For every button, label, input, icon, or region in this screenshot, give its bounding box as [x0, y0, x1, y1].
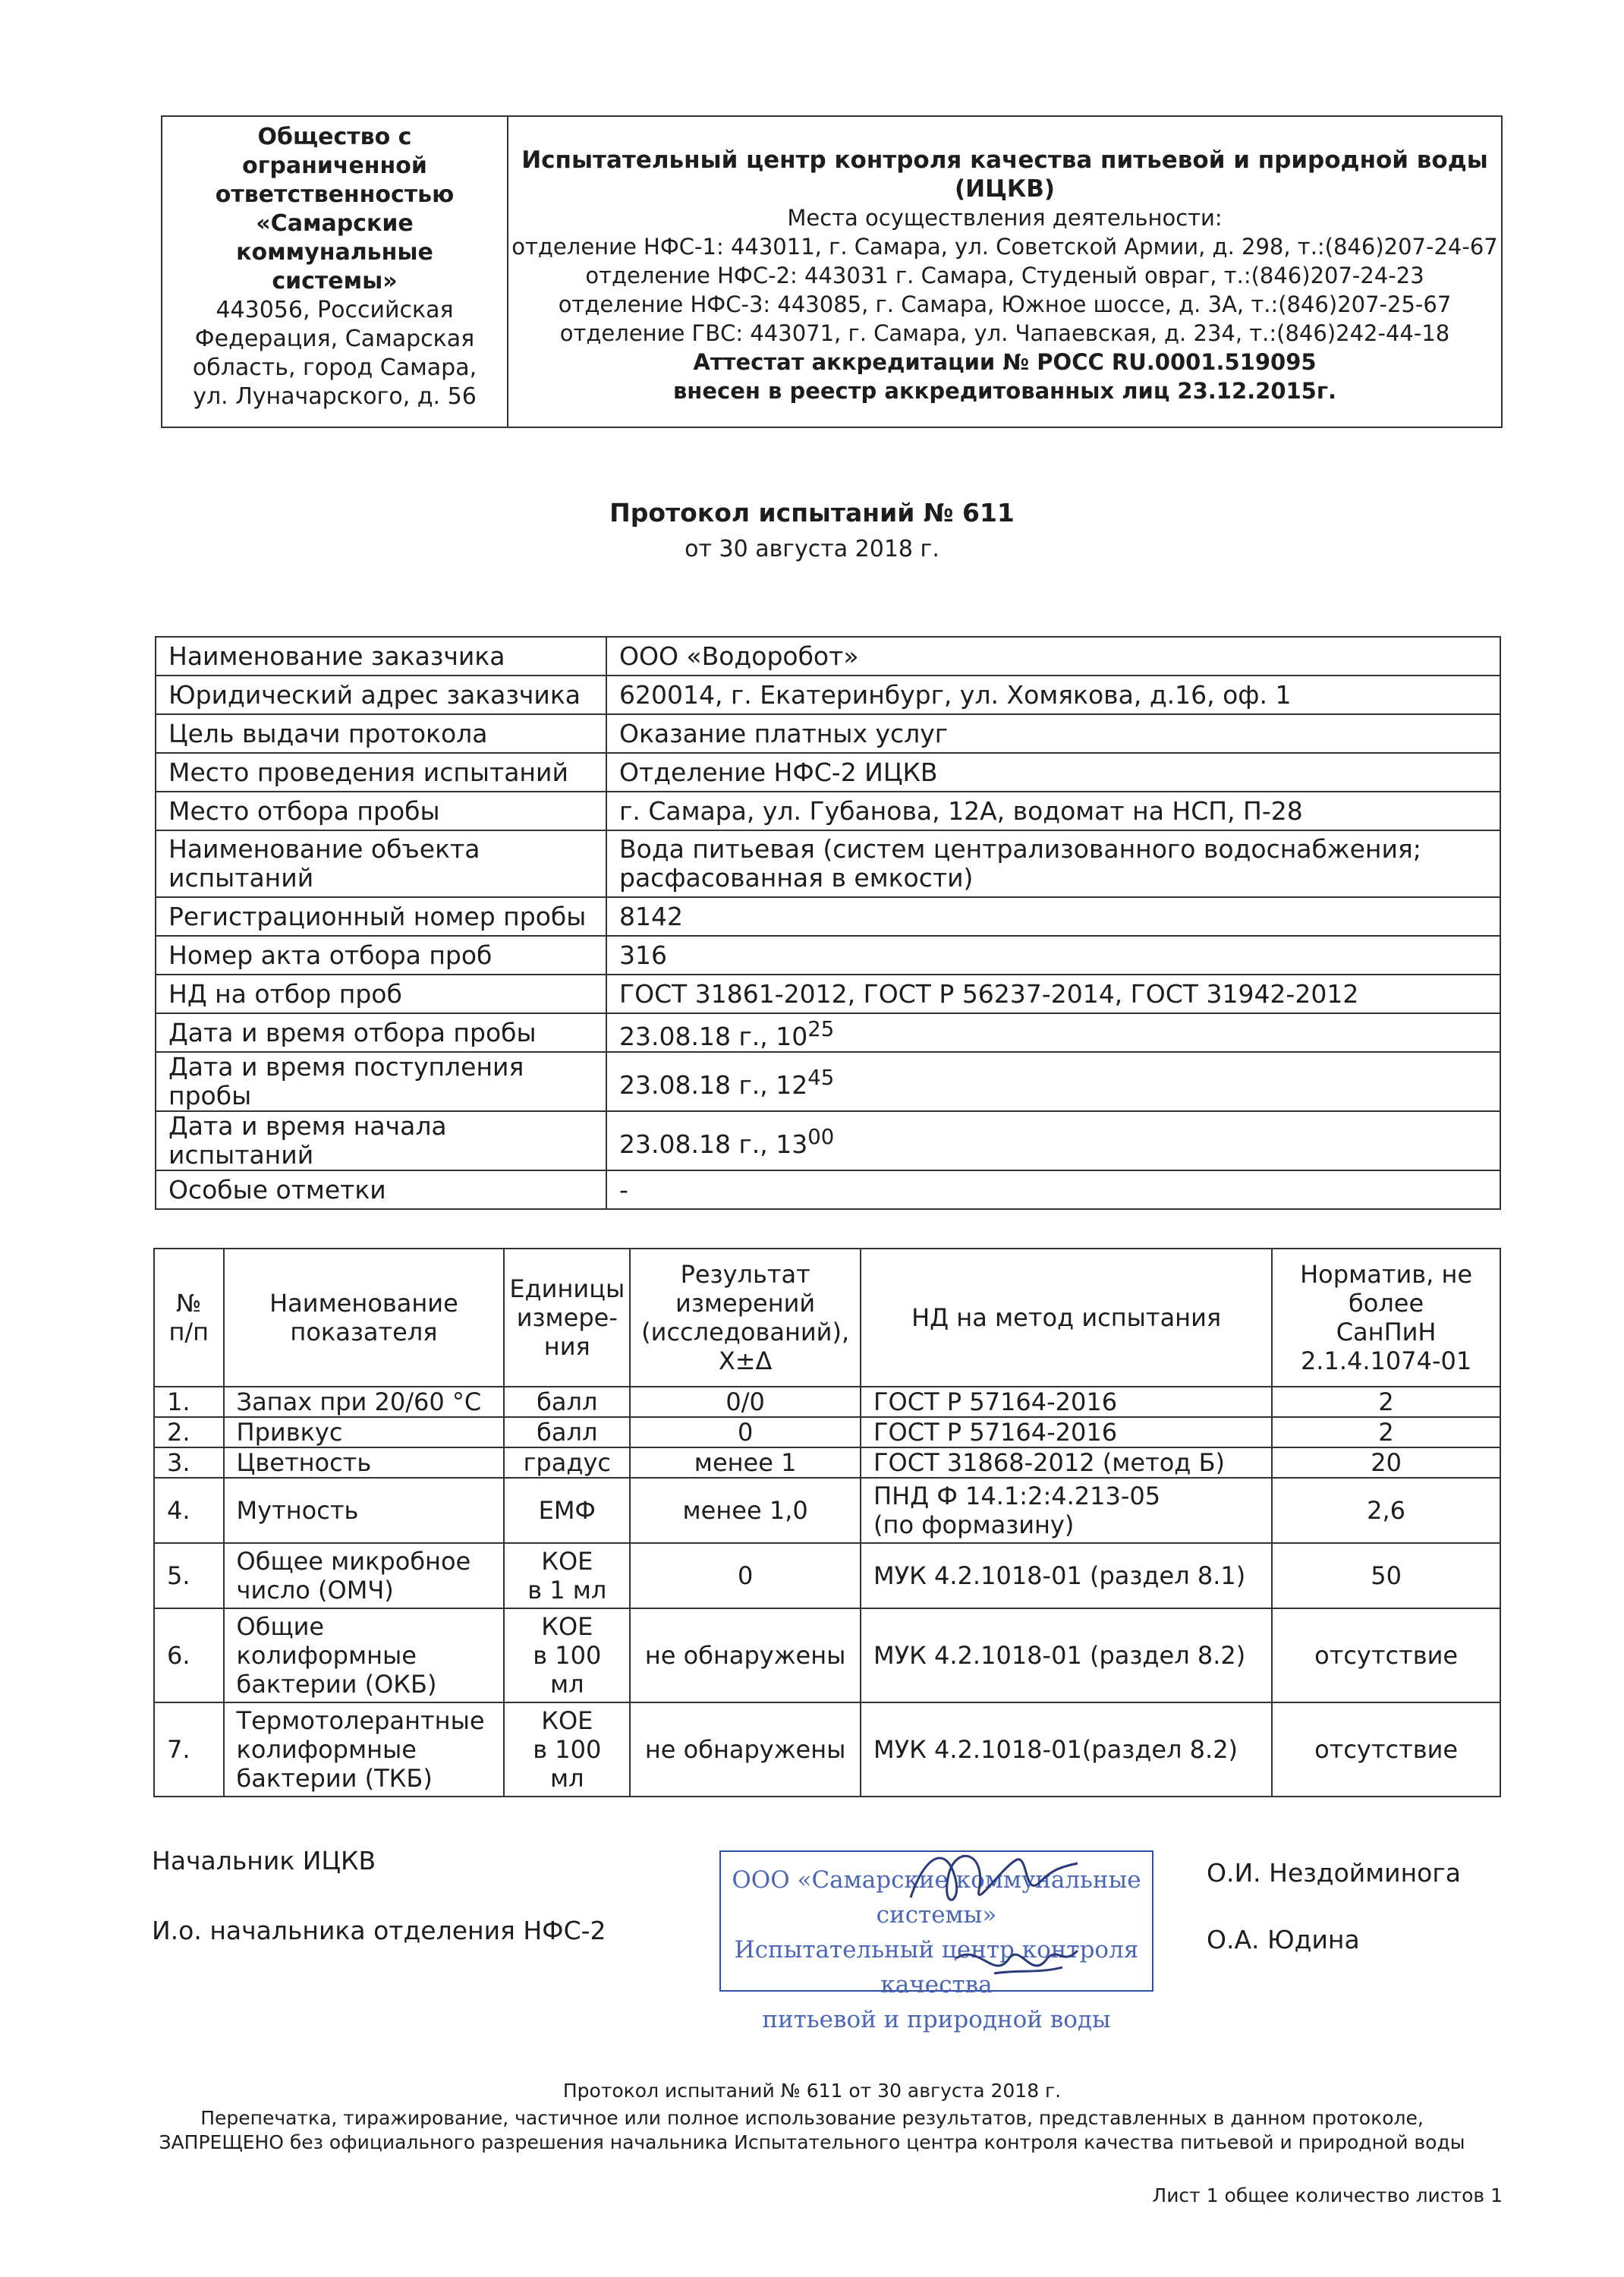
org-address-line: область, город Самара, [192, 354, 477, 381]
row-indicator: Цветность [224, 1447, 505, 1478]
info-label: Место отбора пробы [156, 792, 606, 830]
info-row [156, 936, 1500, 975]
header-norm [1272, 1249, 1500, 1387]
units-line: в 100 [533, 1735, 602, 1764]
header-box [161, 115, 1503, 428]
row-units [504, 1543, 630, 1608]
header-line: № [176, 1289, 202, 1318]
date-value: 23.08.18 г., 10 [619, 1021, 808, 1051]
head-title: Начальник ИЦКВ [152, 1846, 376, 1875]
info-value [606, 1052, 1500, 1111]
indicator-line: Термотолерантные [236, 1706, 485, 1735]
method-line: ПНД Ф 14.1:2:4.213-05 [873, 1482, 1161, 1510]
test-results-table [153, 1248, 1501, 1797]
center-abbr: (ИЦКВ) [954, 175, 1055, 203]
org-name-line: «Самарские [256, 210, 414, 237]
info-label: НД на отбор проб [156, 975, 606, 1013]
info-row [156, 676, 1500, 714]
info-value: ГОСТ 31861-2012, ГОСТ Р 56237-2014, ГОСТ 31942-2012 [606, 975, 1500, 1013]
row-indicator [224, 1608, 505, 1702]
header-line: более [1349, 1289, 1424, 1318]
row-units [504, 1608, 630, 1702]
stamp-line: питьевой и природной воды [762, 2006, 1111, 2033]
date-value: 23.08.18 г., 12 [619, 1070, 808, 1100]
row-norm: 2,6 [1272, 1478, 1500, 1543]
org-name-line: ответственностью [215, 181, 455, 208]
info-row [156, 792, 1500, 830]
info-row [156, 637, 1500, 676]
results-header-row [154, 1249, 1500, 1387]
row-num: 1. [154, 1387, 224, 1417]
header-num [154, 1249, 224, 1387]
head-name: О.И. Нездойминога [1207, 1858, 1461, 1888]
info-label-line: испытаний [168, 863, 314, 893]
row-units: градус [504, 1447, 630, 1478]
info-value: - [606, 1170, 1500, 1209]
row-method: ГОСТ 31868-2012 (метод Б) [861, 1447, 1272, 1478]
protocol-date: от 30 августа 2018 г. [685, 536, 939, 562]
info-value [606, 830, 1500, 897]
row-units [504, 1702, 630, 1797]
info-value-line: Вода питьевая (систем централизованного водоснабжения; [619, 834, 1421, 864]
info-label [156, 830, 606, 897]
results-row [154, 1447, 1500, 1478]
info-value-line: расфасованная в емкости) [619, 863, 974, 893]
info-value [606, 1013, 1500, 1052]
info-value: г. Самара, ул. Губанова, 12А, водомат на НСП, П-28 [606, 792, 1500, 830]
info-row [156, 1111, 1500, 1170]
sample-info-table [155, 636, 1501, 1210]
info-row [156, 1013, 1500, 1052]
locations-label: Места осуществления деятельности: [787, 205, 1223, 231]
org-address-line: Федерация, Самарская [194, 326, 475, 352]
branch-line: отделение НФС-3: 443085, г. Самара, Южное шоссе, д. 3А, т.:(846)207-25-67 [558, 291, 1452, 317]
time-minutes: 25 [807, 1016, 835, 1041]
header-line: X±Δ [718, 1346, 773, 1375]
org-address-line: 443056, Российская [216, 297, 454, 323]
info-row [156, 714, 1500, 753]
org-name-line: системы» [272, 268, 398, 294]
row-result: 0/0 [630, 1387, 861, 1417]
units-line: мл [549, 1670, 584, 1699]
acting-head-title: И.о. начальника отделения НФС-2 [152, 1916, 606, 1945]
row-indicator: Запах при 20/60 °С [224, 1387, 505, 1417]
date-value: 23.08.18 г., 13 [619, 1129, 808, 1159]
row-method: ГОСТ Р 57164-2016 [861, 1387, 1272, 1417]
header-line: п/п [168, 1318, 209, 1346]
info-value [606, 1111, 1500, 1170]
info-label: Номер акта отбора проб [156, 936, 606, 975]
row-num: 5. [154, 1543, 224, 1608]
time-minutes: 45 [807, 1066, 835, 1090]
indicator-line: бактерии (ОКБ) [236, 1670, 437, 1699]
branch-line: отделение НФС-1: 443011, г. Самара, ул. Советской Армии, д. 298, т.:(846)207-24-67 [511, 234, 1498, 260]
row-num: 6. [154, 1608, 224, 1702]
header-units [504, 1249, 630, 1387]
info-label: Место проведения испытаний [156, 753, 606, 792]
branch-line: отделение ГВС: 443071, г. Самара, ул. Чапаевская, д. 234, т.:(846)242-44-18 [559, 320, 1450, 346]
row-norm: 2 [1272, 1387, 1500, 1417]
info-row [156, 830, 1500, 897]
info-label: Особые отметки [156, 1170, 606, 1209]
row-num: 2. [154, 1417, 224, 1447]
info-value: Оказание платных услуг [606, 714, 1500, 753]
row-num: 7. [154, 1702, 224, 1797]
info-value: Отделение НФС-2 ИЦКВ [606, 753, 1500, 792]
row-indicator: Привкус [224, 1417, 505, 1447]
info-label: Дата и время отбора пробы [156, 1013, 606, 1052]
info-row [156, 975, 1500, 1013]
info-label-line: Наименование объекта [168, 834, 480, 864]
info-label: Юридический адрес заказчика [156, 676, 606, 714]
info-row [156, 753, 1500, 792]
row-method [861, 1478, 1272, 1543]
row-method: МУК 4.2.1018-01 (раздел 8.1) [861, 1543, 1272, 1608]
org-name-line: ограниченной [242, 153, 427, 179]
organization-block [162, 117, 508, 427]
footer-notice-line: Перепечатка, тиражирование, частичное или полное использование результатов, представленных в данном протоколе, [200, 2107, 1424, 2129]
header-line: измере- [516, 1303, 618, 1332]
row-result: не обнаружены [630, 1608, 861, 1702]
row-units: ЕМФ [504, 1478, 630, 1543]
header-line: ния [543, 1332, 590, 1361]
units-line: в 1 мл [527, 1576, 607, 1605]
indicator-line: Общие [236, 1612, 325, 1641]
row-method: ГОСТ Р 57164-2016 [861, 1417, 1272, 1447]
info-label: Цель выдачи протокола [156, 714, 606, 753]
units-line: в 100 [533, 1641, 602, 1670]
info-label: Наименование заказчика [156, 637, 606, 676]
header-line: Результат [680, 1260, 810, 1289]
row-num: 3. [154, 1447, 224, 1478]
units-line: КОЕ [541, 1612, 593, 1641]
header-result [630, 1249, 861, 1387]
header-line: СанПиН [1336, 1318, 1437, 1346]
row-norm: 20 [1272, 1447, 1500, 1478]
units-line: КОЕ [541, 1547, 593, 1576]
results-row [154, 1417, 1500, 1447]
info-row [156, 1170, 1500, 1209]
info-label: Дата и время начала испытаний [156, 1111, 606, 1170]
header-method [861, 1249, 1272, 1387]
acting-head-name: О.А. Юдина [1207, 1925, 1360, 1954]
row-method: МУК 4.2.1018-01 (раздел 8.2) [861, 1608, 1272, 1702]
indicator-line: бактерии (ТКБ) [236, 1764, 433, 1793]
method-line: (по формазину) [873, 1510, 1075, 1539]
results-row [154, 1478, 1500, 1543]
branch-line: отделение НФС-2: 443031 г. Самара, Студеный овраг, т.:(846)207-24-23 [585, 263, 1424, 288]
info-value: ООО «Водоробот» [606, 637, 1500, 676]
units-line: мл [549, 1764, 584, 1793]
info-label: Регистрационный номер пробы [156, 897, 606, 936]
stamp-line: ООО «Самарские коммунальные системы» [732, 1866, 1141, 1929]
results-row [154, 1387, 1500, 1417]
accreditation-line: внесен в реестр аккредитованных лиц 23.12.2015г. [672, 378, 1337, 404]
header-line: (исследований), [641, 1318, 850, 1346]
info-value: 620014, г. Екатеринбург, ул. Хомякова, д.16, оф. 1 [606, 676, 1500, 714]
stamp-line: Испытательный центр контроля качества [734, 1936, 1139, 1998]
sheet-info: Лист 1 общее количество листов 1 [1152, 2184, 1503, 2206]
header-line: НД на метод испытания [911, 1303, 1222, 1332]
row-norm: отсутствие [1272, 1608, 1500, 1702]
protocol-title: Протокол испытаний № 611 [609, 498, 1015, 528]
center-title: Испытательный центр контроля качества питьевой и природной воды [521, 146, 1488, 174]
org-name-line: коммунальные [236, 239, 433, 266]
signature-scribble-head [895, 1837, 1093, 1920]
info-value: 8142 [606, 897, 1500, 936]
row-method: МУК 4.2.1018-01(раздел 8.2) [861, 1702, 1272, 1797]
indicator-line: колиформные [236, 1641, 417, 1670]
header-line: Норматив, не [1300, 1260, 1473, 1289]
info-label: Дата и время поступления пробы [156, 1052, 606, 1111]
results-row [154, 1702, 1500, 1797]
row-norm: 50 [1272, 1543, 1500, 1608]
accreditation-line: Аттестат аккредитации № РОСС RU.0001.519095 [693, 349, 1317, 375]
results-row [154, 1543, 1500, 1608]
row-result: менее 1 [630, 1447, 861, 1478]
signature-scribble-acting [949, 1928, 1085, 1996]
row-num: 4. [154, 1478, 224, 1543]
row-result: 0 [630, 1417, 861, 1447]
header-line: показателя [290, 1318, 438, 1346]
row-norm: отсутствие [1272, 1702, 1500, 1797]
info-value: 316 [606, 936, 1500, 975]
footer-notice-line: ЗАПРЕЩЕНО без официального разрешения начальника Испытательного центра контроля качества питьевой и природной воды [159, 2131, 1465, 2153]
header-line: Наименование [269, 1289, 458, 1318]
row-units: балл [504, 1417, 630, 1447]
header-line: измерений [675, 1289, 816, 1318]
time-minutes: 00 [807, 1125, 835, 1149]
row-indicator [224, 1702, 505, 1797]
results-row [154, 1608, 1500, 1702]
indicator-line: число (ОМЧ) [236, 1576, 394, 1605]
testing-center-block [508, 117, 1501, 427]
org-name-line: Общество с [257, 124, 412, 150]
row-result: 0 [630, 1543, 861, 1608]
row-indicator [224, 1543, 505, 1608]
info-row [156, 1052, 1500, 1111]
units-line: КОЕ [541, 1706, 593, 1735]
row-norm: 2 [1272, 1417, 1500, 1447]
indicator-line: Общее микробное [236, 1547, 471, 1576]
header-indicator-name [224, 1249, 505, 1387]
row-result: не обнаружены [630, 1702, 861, 1797]
info-row [156, 897, 1500, 936]
row-units: балл [504, 1387, 630, 1417]
org-address-line: ул. Луначарского, д. 56 [193, 383, 477, 410]
footer-protocol-ref: Протокол испытаний № 611 от 30 августа 2018 г. [562, 2080, 1062, 2102]
row-result: менее 1,0 [630, 1478, 861, 1543]
header-line: Единицы [509, 1274, 625, 1303]
header-line: 2.1.4.1074-01 [1300, 1346, 1472, 1375]
row-indicator: Мутность [224, 1478, 505, 1543]
indicator-line: колиформные [236, 1735, 417, 1764]
